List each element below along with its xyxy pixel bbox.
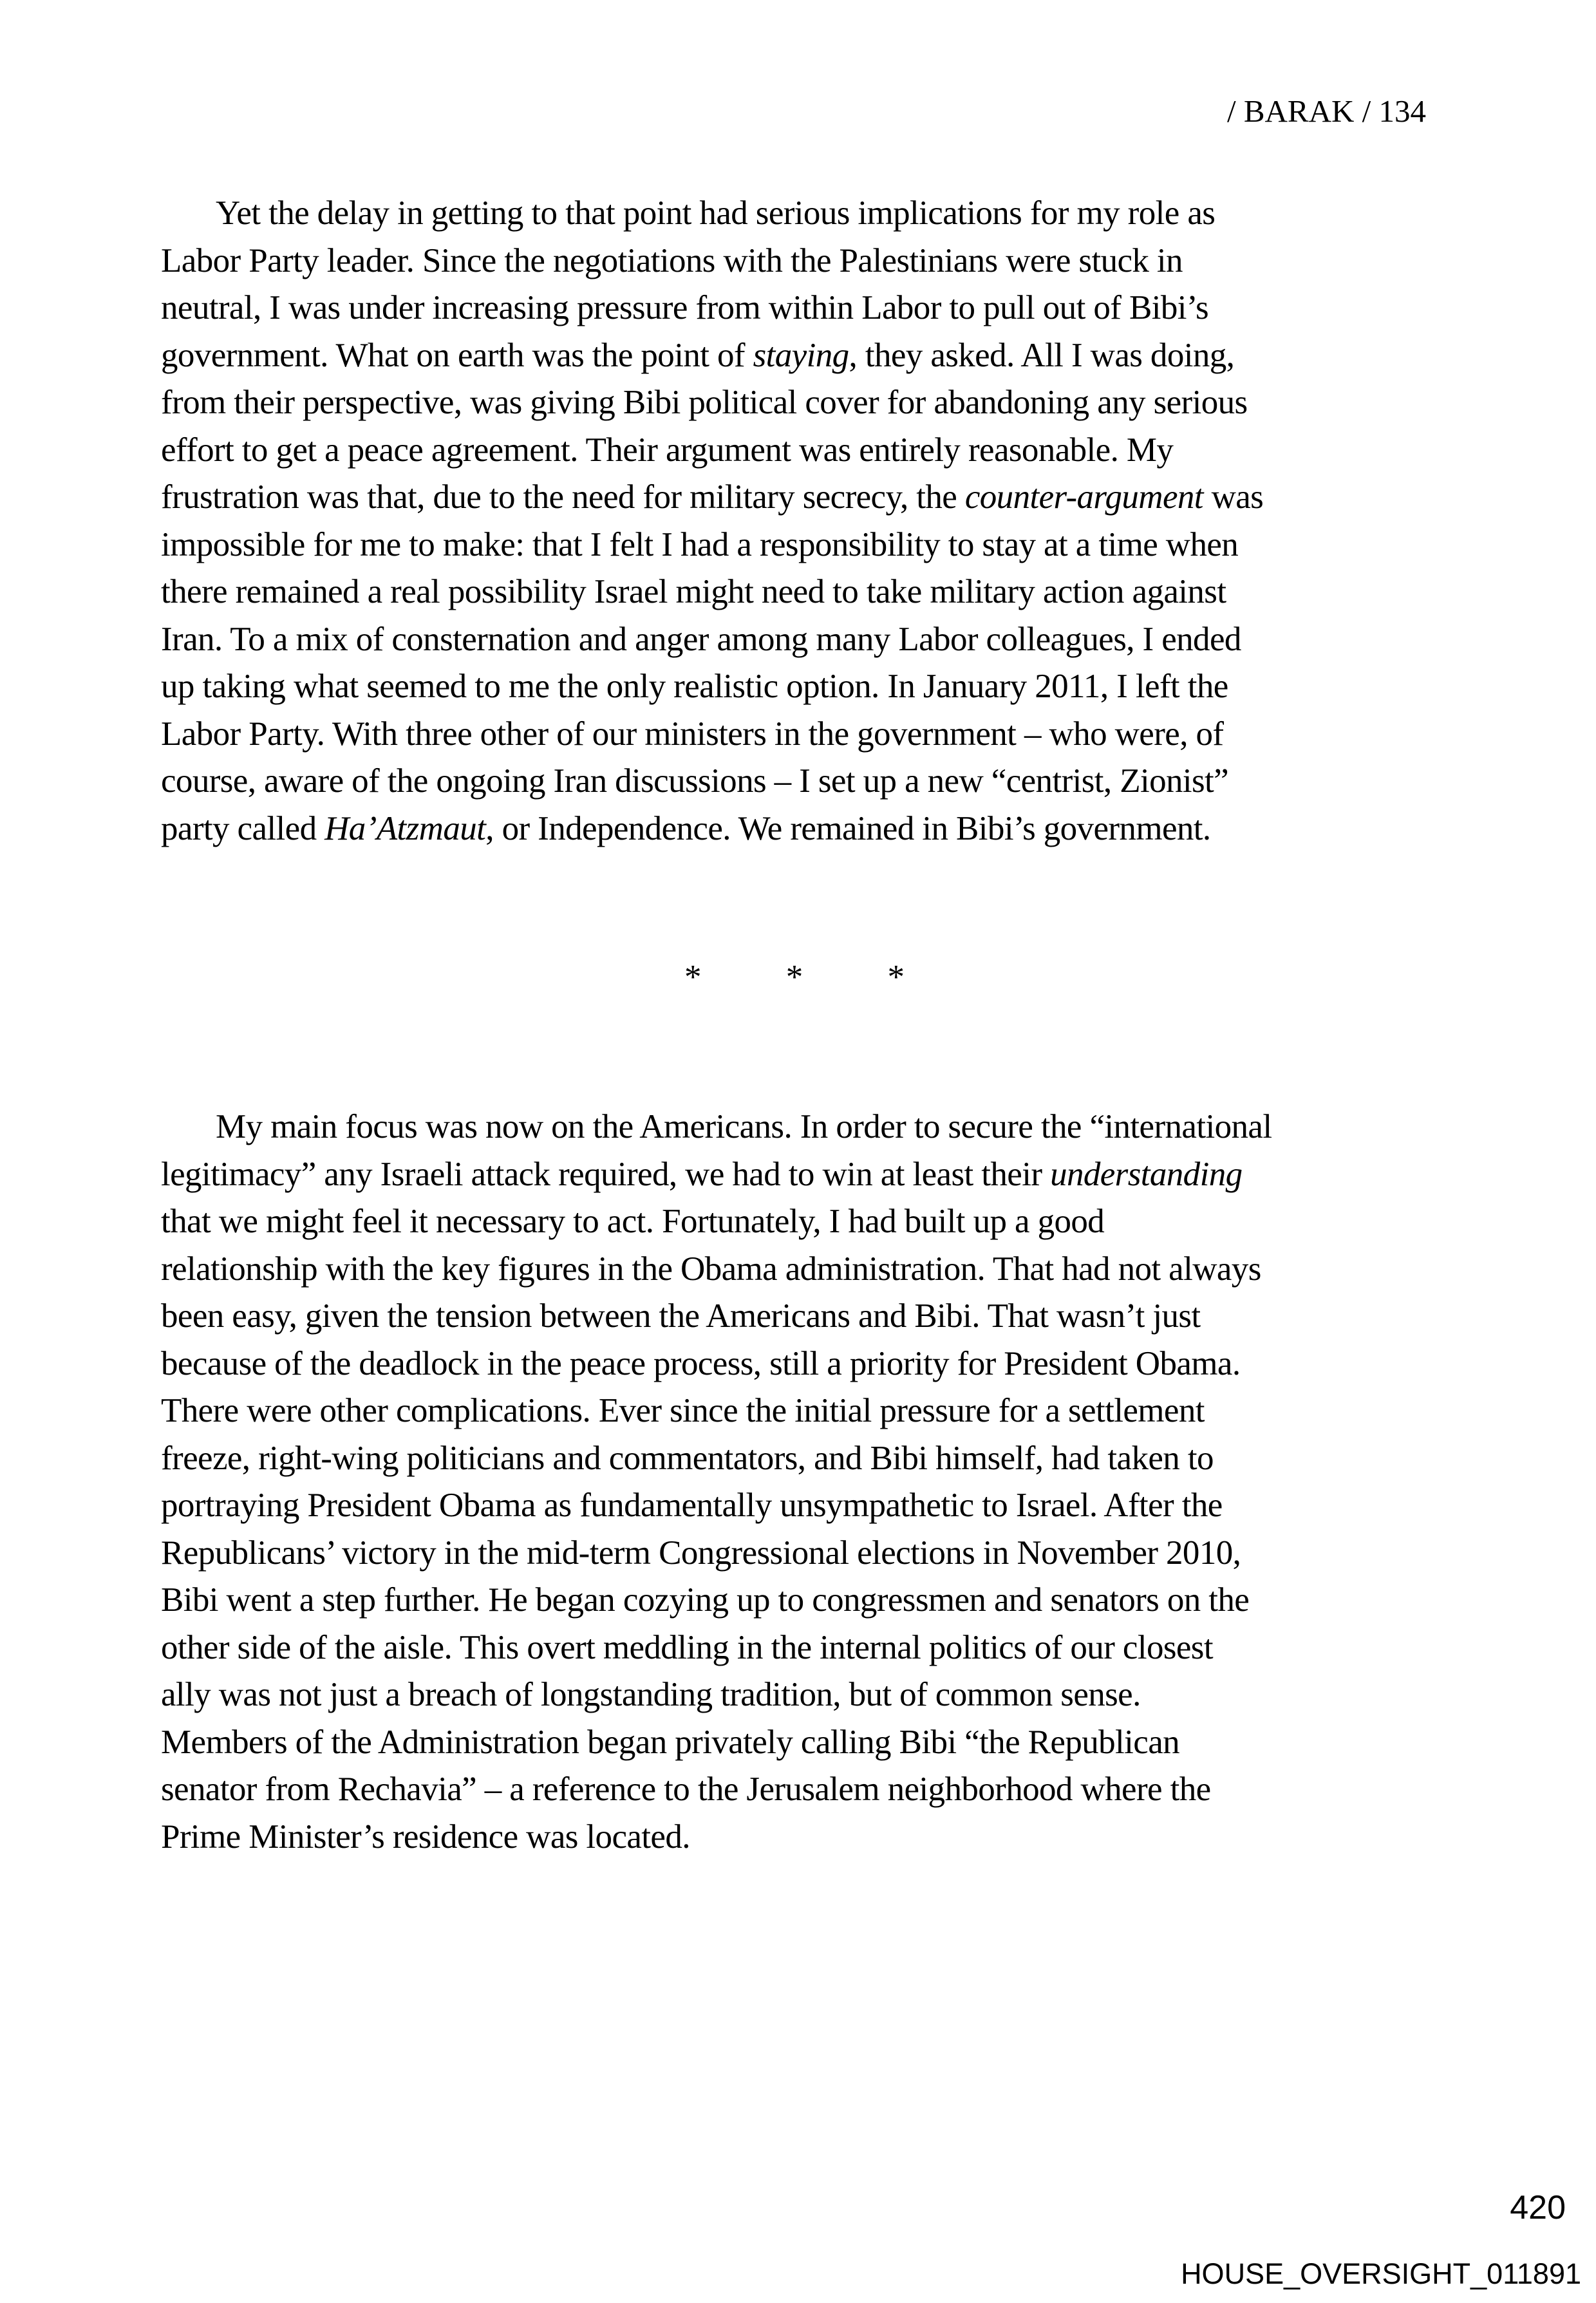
text-segment: Republicans’ victory in the mid-term Congressional elections in November 2010, xyxy=(161,1534,1241,1572)
text-line xyxy=(161,1151,1442,1199)
paragraph-1 xyxy=(161,190,1442,852)
text-line xyxy=(161,474,1442,522)
text-segment-italic: staying xyxy=(753,336,849,374)
text-segment: that we might feel it necessary to act. Fortunately, I had built up a good xyxy=(161,1203,1105,1240)
text-line xyxy=(161,1198,1442,1246)
text-line xyxy=(161,616,1442,664)
text-line xyxy=(161,522,1442,569)
text-segment: My main focus was now on the Americans. In order to secure the “international xyxy=(216,1108,1272,1145)
text-segment: course, aware of the ongoing Iran discussions – I set up a new “centrist, Zionist” xyxy=(161,762,1229,800)
text-segment-italic: counter-argument xyxy=(964,478,1203,516)
text-line xyxy=(161,1482,1442,1530)
text-segment: , they asked. All I was doing, xyxy=(849,336,1235,374)
text-segment: legitimacy” any Israeli attack required, we had to win at least their xyxy=(161,1155,1051,1193)
text-segment: Prime Minister’s residence was located. xyxy=(161,1818,690,1856)
text-segment: party called xyxy=(161,809,325,847)
text-line xyxy=(161,1387,1442,1435)
text-segment: freeze, right-wing politicians and commentators, and Bibi himself, had taken to xyxy=(161,1439,1214,1477)
text-line xyxy=(161,238,1442,285)
text-line xyxy=(161,1340,1442,1388)
text-line xyxy=(161,427,1442,475)
text-line xyxy=(161,1766,1442,1814)
text-segment: was xyxy=(1203,478,1264,516)
text-segment: government. What on earth was the point of xyxy=(161,336,753,374)
text-segment: Members of the Administration began privately calling Bibi “the Republican xyxy=(161,1723,1180,1761)
text-segment: effort to get a peace agreement. Their argument was entirely reasonable. My xyxy=(161,431,1174,469)
text-line xyxy=(161,1293,1442,1340)
text-segment: there remained a real possibility Israel might need to take military action against xyxy=(161,573,1226,610)
text-line xyxy=(161,805,1442,853)
text-segment: , or Independence. We remained in Bibi’s government. xyxy=(485,809,1211,847)
text-segment: up taking what seemed to me the only realistic option. In January 2011, I left the xyxy=(161,668,1228,705)
text-segment: portraying President Obama as fundamentally unsympathetic to Israel. After the xyxy=(161,1487,1223,1524)
text-segment: because of the deadlock in the peace process, still a priority for President Obama. xyxy=(161,1344,1241,1382)
text-segment: senator from Rechavia” – a reference to the Jerusalem neighborhood where the xyxy=(161,1771,1211,1808)
text-line xyxy=(161,285,1442,332)
text-segment: Bibi went a step further. He began cozying up to congressmen and senators on the xyxy=(161,1581,1250,1619)
text-segment: impossible for me to make: that I felt I had a responsibility to stay at a time when xyxy=(161,525,1239,563)
text-line xyxy=(161,1719,1442,1767)
text-segment: ally was not just a breach of longstanding tradition, but of common sense. xyxy=(161,1676,1141,1713)
text-line xyxy=(161,332,1442,380)
section-separator: * * * xyxy=(684,959,905,996)
text-line xyxy=(161,1814,1442,1861)
text-segment: Yet the delay in getting to that point had serious implications for my role as xyxy=(216,194,1216,232)
text-line xyxy=(161,758,1442,805)
text-line xyxy=(161,569,1442,616)
text-segment: been easy, given the tension between the Americans and Bibi. That wasn’t just xyxy=(161,1297,1201,1335)
text-line xyxy=(161,379,1442,427)
text-line xyxy=(161,1530,1442,1577)
text-segment: from their perspective, was giving Bibi political cover for abandoning any serious xyxy=(161,384,1248,421)
text-segment: There were other complications. Ever since the initial pressure for a settlement xyxy=(161,1392,1205,1429)
text-segment: other side of the aisle. This overt meddling in the internal politics of our closest xyxy=(161,1628,1213,1666)
text-segment: Labor Party leader. Since the negotiations with the Palestinians were stuck in xyxy=(161,241,1183,279)
text-segment: neutral, I was under increasing pressure from within Labor to pull out of Bibi’s xyxy=(161,289,1209,326)
text-segment: Iran. To a mix of consternation and anger among many Labor colleagues, I ended xyxy=(161,620,1241,658)
text-segment: Labor Party. With three other of our ministers in the government – who were, of xyxy=(161,715,1224,753)
bates-stamp: HOUSE_OVERSIGHT_011891 xyxy=(1181,2257,1581,2290)
text-segment: frustration was that, due to the need for military secrecy, the xyxy=(161,478,965,516)
text-segment-italic: understanding xyxy=(1050,1155,1243,1193)
text-line xyxy=(161,1577,1442,1624)
text-segment: relationship with the key figures in the Obama administration. That had not always xyxy=(161,1250,1261,1288)
paragraph-2 xyxy=(161,1104,1442,1861)
page-number: 420 xyxy=(1510,2189,1566,2226)
text-line xyxy=(161,711,1442,758)
text-line xyxy=(161,1246,1442,1293)
text-line xyxy=(161,1435,1442,1483)
text-line xyxy=(161,1624,1442,1672)
text-line xyxy=(161,663,1442,711)
text-line xyxy=(161,190,1442,238)
text-segment-italic: Ha’Atzmaut xyxy=(324,809,486,847)
text-line xyxy=(161,1104,1442,1151)
page-header: / BARAK / 134 xyxy=(1226,93,1426,129)
text-line xyxy=(161,1671,1442,1719)
